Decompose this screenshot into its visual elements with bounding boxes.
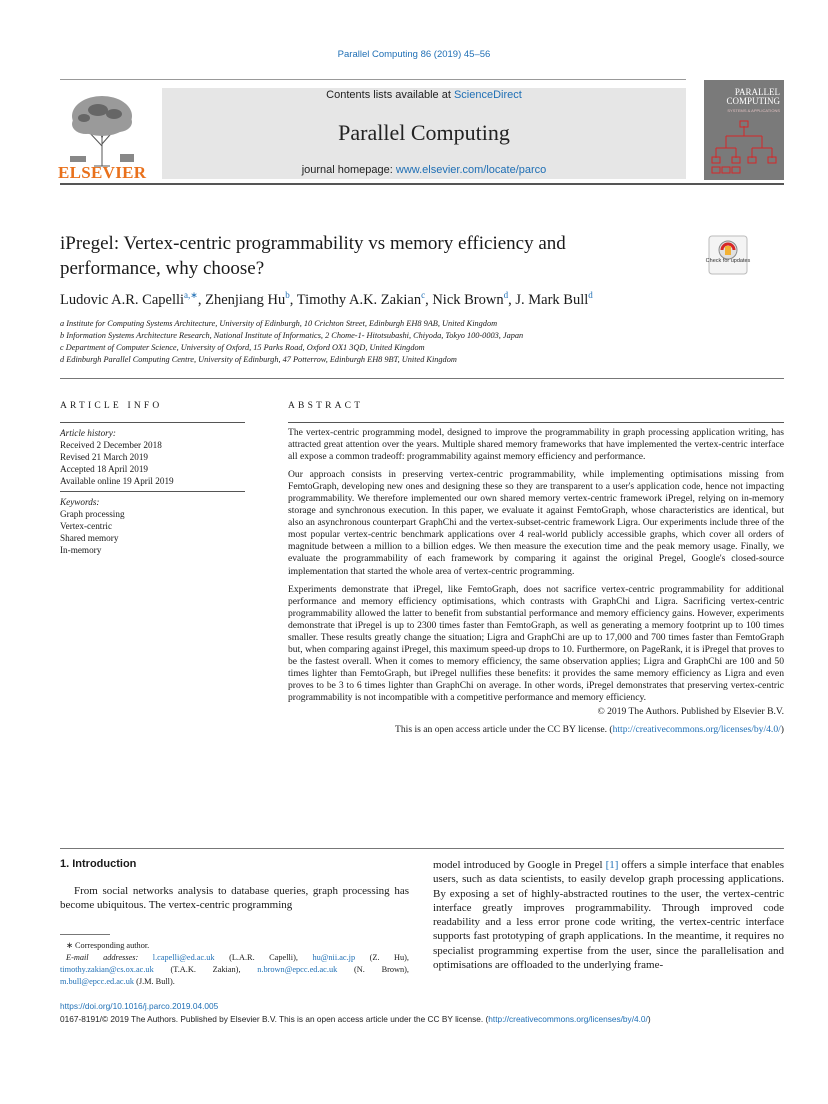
author-2-sup[interactable]: b <box>285 290 290 300</box>
footer-license-prefix: 0167-8191/© 2019 The Authors. Published by Elsevier B.V. This is an open access article under the CC BY license. ( <box>60 1014 489 1024</box>
footer-license-suffix: ) <box>647 1014 651 1024</box>
abstract-license-link[interactable]: http://creativecommons.org/licenses/by/4.0/ <box>612 724 781 736</box>
article-info-heading: ARTICLE INFO <box>60 401 163 411</box>
author-4: Nick Brown <box>432 291 504 308</box>
footer-license-link[interactable]: http://creativecommons.org/licenses/by/4.0/ <box>488 1014 648 1024</box>
footnote-rule <box>60 934 110 935</box>
intro-col2-pre: model introduced by Google in Pregel <box>433 859 606 871</box>
intro-paragraph-col2 <box>433 858 784 972</box>
cover-graph-icon <box>704 118 784 178</box>
email-owner: (N. Brown), <box>337 965 409 974</box>
affiliation: a Institute for Computing Systems Architecture, University of Edinburgh, 10 Crichton Street, Edinburgh EH8 9AB, United Kingdom <box>60 319 498 328</box>
keywords-label: Keywords: <box>60 497 100 507</box>
contents-prefix: Contents lists available at <box>326 89 454 101</box>
email-owner: (T.A.K. Zakian), <box>153 965 258 974</box>
author-3: Timothy A.K. Zakian <box>296 291 422 308</box>
contents-line <box>162 89 686 101</box>
section-rule <box>60 378 784 379</box>
email-owner: (J.M. Bull). <box>134 977 175 986</box>
body-rule <box>60 848 784 849</box>
abstract-body <box>288 427 784 742</box>
header-divider <box>60 79 686 80</box>
corresponding-author-note: ∗ Corresponding author. <box>66 941 150 950</box>
article-history <box>60 427 245 487</box>
email-link[interactable]: n.brown@epcc.ed.ac.uk <box>257 965 338 974</box>
section-heading-introduction: 1. Introduction <box>60 858 137 870</box>
keyword: Shared memory <box>60 533 119 543</box>
abstract-paragraph: Experiments demonstrate that iPregel, like FemtoGraph, does not sacrifice vertex-centric programmability for additional performance and memory efficiency optimisations, which contrasts with GraphChi and Ligra. Sacrificing vertex-centric programmability allowed the latter to benefit from substantial performance and memory efficiency gains. However, experiments demonstrate that iPregel is up to 2300 times faster than FemtoGraph, as well as generating a memory footprint up to 100 times smaller. These results greatly change the situation; Ligra and GraphChi are up to 17,000 and 700 times faster than FemtoGraph but, when comparing against iPregel, this maximum speed-up drops to 10. Furthermore, on PageRank, it is iPregel that proves to be the fastest overall. When it comes to memory efficiency, the same observation applies; Ligra and GraphChi are 100 and 50 times lighter than FemtoGraph, but iPregel nullifies these benefits: it provides the same memory efficiency as Ligra and even proves to be 3 to 6 times lighter than GraphChi on average. In other words, iPregel demonstrates that preserving vertex-centric programmability is not incompatible with a competitive performance and memory efficiency. <box>288 583 784 703</box>
author-1: Ludovic A.R. Capelli <box>60 291 185 308</box>
homepage-prefix: journal homepage: <box>301 164 396 176</box>
sciencedirect-link[interactable]: ScienceDirect <box>453 89 522 101</box>
intro-col2-post: offers a simple interface that enables users, such as data scientists, to easily develop graph processing applications. By exposing a set of highly-abstracted routines to the user, the vertex-centric interface greatly improves programmability. Through improved code readability and a less error prone code writing, the vertex-centric interface supports fast prototyping of graph applications. In the meantime, it requires no specialist programming expertise from the user, since the parallelisation and optimisations are offloaded to the underlying frame- <box>433 859 784 972</box>
abstract-paragraph: The vertex-centric programming model, designed to improve the programmability in graph processing application writing, has attracted great attention over the years. Multiple shared memory frameworks that have implemented the vertex-centric interface all expose a common tradeoff: programmability against memory efficiency and performance. <box>288 427 784 463</box>
footer-license <box>60 1014 651 1024</box>
abstract-copyright: © 2019 The Authors. Published by Elsevier B.V. <box>597 706 784 718</box>
keywords-rule <box>60 491 245 492</box>
publisher-name: ELSEVIER <box>58 163 147 182</box>
abstract-license-suffix: ) <box>780 724 784 736</box>
email-owner: (Z. Hu), <box>355 953 410 962</box>
history-item: Received 2 December 2018 <box>60 440 162 450</box>
keyword: Graph processing <box>60 509 125 519</box>
history-label: Article history: <box>60 428 116 438</box>
article-title: iPregel: Vertex-centric programmability vs memory efficiency and performance, why choose? <box>60 233 566 279</box>
email-label: E-mail addresses: <box>66 953 139 962</box>
check-for-updates-label: Check for updates <box>705 258 751 264</box>
header-rule <box>60 183 784 185</box>
author-3-sup[interactable]: c <box>421 290 426 300</box>
journal-reference[interactable]: Parallel Computing 86 (2019) 45–56 <box>337 49 491 60</box>
affiliation: c Department of Computer Science, University of Oxford, 15 Parks Road, Oxford OX1 3QD, United Kingdom <box>60 343 425 352</box>
keywords <box>60 496 245 556</box>
citation-link[interactable]: [1] <box>605 859 619 871</box>
email-link[interactable]: l.capelli@ed.ac.uk <box>152 953 215 962</box>
journal-title: Parallel Computing <box>338 120 510 145</box>
email-addresses <box>60 952 409 988</box>
email-link[interactable]: hu@nii.ac.jp <box>312 953 356 962</box>
affiliations <box>60 318 784 366</box>
homepage-line <box>162 164 686 176</box>
doi-link[interactable]: https://doi.org/10.1016/j.parco.2019.04.005 <box>60 1001 219 1011</box>
author-list: Ludovic A.R. Capelli$^{a,∗}$, Zhenjiang Hu$^b$, Timothy A.K. Zakian$^c$, Nick Brown$^d$, J. Mark Bull$^d$ <box>60 290 593 308</box>
cover-subtitle: SYSTEMS & APPLICATIONS <box>727 108 780 113</box>
footnote <box>60 940 409 988</box>
author-5: J. Mark Bull <box>515 291 589 308</box>
author-4-sup[interactable]: d <box>503 290 509 300</box>
author-2: Zhenjiang Hu <box>205 291 286 308</box>
history-item: Revised 21 March 2019 <box>60 452 149 462</box>
author-1-sup[interactable]: a,∗ <box>184 290 198 300</box>
email-link[interactable]: timothy.zakian@cs.ox.ac.uk <box>60 965 154 974</box>
cover-title: PARALLEL COMPUTING <box>726 87 780 106</box>
abstract-heading: ABSTRACT <box>288 401 364 411</box>
abstract-paragraph: Our approach consists in preserving vertex-centric programmability, while implementing optimisations missing from FemtoGraph, developing new ones and designing these so they are transparent to a user's application code, hence not impacting programmability. We therefore implemented our own shared memory vertex-centric framework iPregel, relying on in-memory storage and synchronous execution. In this paper, we evaluate it against FemtoGraph, whose characteristics are identical, but also an asynchronous counterpart GraphChi and the vertex-subset-centric framework Ligra. Our experiments include three of the most popular vertex-centric benchmark applications over 4 real-world publicly accessible graphs, which cover all orders of magnitude between a million to a billion edges. We then measure the execution time and the peak memory usage. Finally, we evaluate the programmability of each framework by comparing it against the original Pregel, Google's closed-source implementation that started the whole area of vertex-centric programming. <box>288 469 784 577</box>
email-owner: (L.A.R. Capelli), <box>214 953 313 962</box>
abstract-license <box>288 724 784 736</box>
history-item: Accepted 18 April 2019 <box>60 464 149 474</box>
intro-paragraph-col1: From social networks analysis to database queries, graph processing has become ubiquitous. The vertex-centric programming <box>60 885 409 912</box>
history-item: Available online 19 April 2019 <box>60 476 174 486</box>
article-info-rule <box>60 422 245 423</box>
author-5-sup[interactable]: d <box>588 290 593 300</box>
check-for-updates-icon[interactable] <box>708 235 748 275</box>
homepage-link[interactable]: www.elsevier.com/locate/parco <box>395 164 547 176</box>
affiliation: b Information Systems Architecture Research, National Institute of Informatics, 2 Chome-1- Hitotsubashi, Chiyoda, Tokyo 100-0003, Japan <box>60 331 524 340</box>
abstract-rule <box>288 422 784 423</box>
email-link[interactable]: m.bull@epcc.ed.ac.uk <box>60 977 134 986</box>
keyword: In-memory <box>60 545 102 555</box>
affiliation: d Edinburgh Parallel Computing Centre, University of Edinburgh, 47 Potterrow, Edinburgh EH8 9BT, United Kingdom <box>60 355 457 364</box>
keyword: Vertex-centric <box>60 521 113 531</box>
abstract-license-prefix: This is an open access article under the CC BY license. ( <box>395 724 613 736</box>
